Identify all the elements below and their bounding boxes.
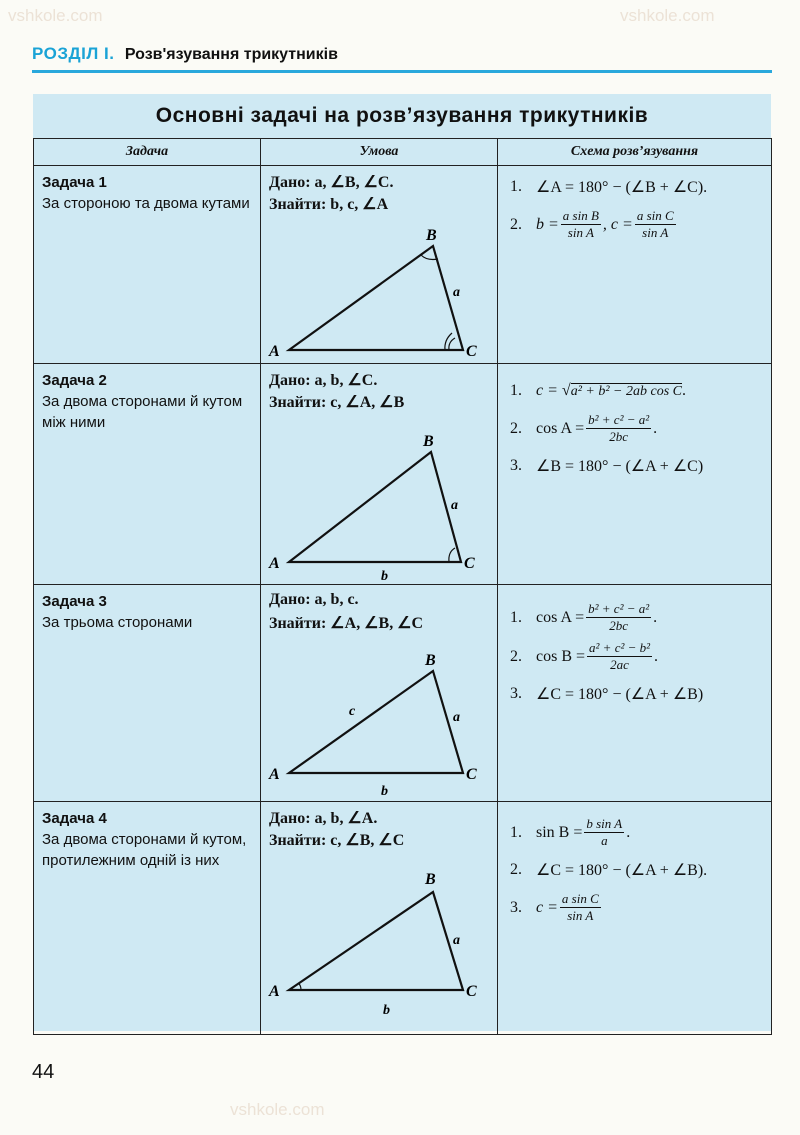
radicand: a² + b² − 2ab cos C [570, 383, 682, 399]
find-text: Знайти: c, ∠A, ∠B [269, 394, 405, 411]
solution-step: 2. cos B = $\frac{\text{a² + c² − b²}}{2ac}$ . [510, 640, 659, 672]
panel-title: Основні задачі на розв’язування трикутників [155, 104, 649, 127]
column-header-solution: Схема розв’язування [498, 139, 772, 166]
triangle-diagram [261, 585, 498, 801]
side-label-b: b [383, 1003, 390, 1018]
task-name: Задача 3 [42, 593, 107, 610]
task-description: За двома сторонами й кутом між ними [42, 393, 243, 431]
fraction: $\frac{\text{a sin C}}{\text{sin A}}$ [636, 208, 674, 240]
condition-cell [261, 802, 498, 1035]
task-cell [34, 802, 261, 1035]
fraction: $\frac{\text{a² + c² − b²}}{2ac}$ [589, 640, 651, 672]
vertex-label-b: B [425, 652, 436, 669]
solution-step: 3. ∠C = 180° − (∠A + ∠B) [510, 685, 704, 703]
solution-step: 2. b = $\frac{\text{a sin B}}{\text{sin A}}$ , c = $\frac{\text{a sin C}}{\text{sin A}}$ [510, 208, 674, 240]
given-text: Дано: a, b, ∠A. [269, 810, 378, 827]
task-cell [34, 585, 261, 802]
solution-step: 1. cos A = $\frac{\text{b² + c² − a²}}{2bc}$ . [510, 601, 658, 633]
task-description: За трьома сторонами [42, 614, 193, 631]
solution-cell [498, 166, 772, 364]
solution-step: 1. ∠A = 180° − (∠B + ∠C). [510, 178, 708, 196]
table-row [34, 166, 772, 364]
table-header-row [34, 139, 772, 166]
solution-step: 2. cos A = $\frac{\text{b² + c² − a²}}{2bc}$ . [510, 412, 658, 444]
side-label-a: a [453, 710, 460, 725]
header-rule [32, 70, 772, 73]
fraction: $\frac{\text{a sin B}}{\text{sin A}}$ [562, 208, 599, 240]
watermark: vshkole.com [620, 6, 715, 25]
solution-step: 2. ∠C = 180° − (∠A + ∠B). [510, 861, 708, 879]
triangle-diagram [261, 166, 498, 363]
triangle-diagram [261, 364, 498, 584]
vertex-label-a: A [269, 983, 280, 1000]
condition-cell [261, 364, 498, 585]
solution-cell [498, 585, 772, 802]
task-description: За стороною та двома кутами [42, 195, 250, 212]
fraction: $\frac{\text{a sin C}}{\text{sin A}}$ [561, 891, 599, 923]
side-label-b: b [381, 569, 388, 584]
vertex-label-a: A [269, 766, 280, 783]
solution-step: 1. c = √ a² + b² − 2ab cos C . [510, 382, 686, 399]
vertex-label-a: A [269, 555, 280, 572]
section-label: РОЗДІЛ І. [32, 44, 115, 63]
fraction: $\frac{\text{b sin A}}{a}$ [586, 816, 623, 848]
solution-step: 3. c = $\frac{\text{a sin C}}{\text{sin A}}$ [510, 891, 599, 923]
column-header-condition: Умова [261, 139, 498, 166]
task-cell [34, 166, 261, 364]
vertex-label-c: C [466, 343, 477, 360]
side-label-a: a [451, 498, 458, 513]
vertex-label-b: B [423, 433, 434, 450]
table-row [34, 364, 772, 585]
chapter-header [32, 44, 772, 70]
condition-cell [261, 166, 498, 364]
tasks-panel [33, 94, 771, 1031]
task-name: Задача 1 [42, 174, 107, 191]
task-description: За двома сторонами й кутом, протилежним одній із них [42, 831, 247, 869]
vertex-label-c: C [466, 766, 477, 783]
fraction: $\frac{\text{b² + c² − a²}}{2bc}$ [588, 412, 650, 444]
find-text: Знайти: ∠A, ∠B, ∠C [269, 615, 424, 632]
page-number: 44 [32, 1061, 55, 1083]
column-header-task: Задача [34, 139, 261, 166]
vertex-label-b: B [426, 227, 437, 244]
given-text: Дано: a, ∠B, ∠C. [269, 174, 394, 191]
task-name: Задача 4 [42, 810, 107, 827]
triangle-diagram [261, 802, 498, 1034]
table-row [34, 802, 772, 1035]
find-text: Знайти: c, ∠B, ∠C [269, 832, 405, 849]
tasks-table [33, 138, 772, 1035]
find-text: Знайти: b, c, ∠A [269, 196, 389, 213]
solution-cell [498, 364, 772, 585]
vertex-label-c: C [466, 983, 477, 1000]
table-row [34, 585, 772, 802]
vertex-label-a: A [269, 343, 280, 360]
task-name: Задача 2 [42, 372, 107, 389]
task-cell [34, 364, 261, 585]
side-label-a: a [453, 933, 460, 948]
solution-cell [498, 802, 772, 1035]
condition-cell [261, 585, 498, 802]
solution-step: 3. ∠B = 180° − (∠A + ∠C) [510, 457, 704, 475]
given-text: Дано: a, b, ∠C. [269, 372, 378, 389]
vertex-label-b: B [425, 871, 436, 888]
side-label-b: b [381, 784, 388, 799]
vertex-label-c: C [464, 555, 475, 572]
side-label-c: c [349, 704, 356, 719]
side-label-a: a [453, 285, 460, 300]
section-title: Розв'язування трикутників [124, 46, 338, 63]
watermark: vshkole.com [230, 1100, 325, 1119]
fraction: $\frac{\text{b² + c² − a²}}{2bc}$ [588, 601, 650, 633]
solution-step: 1. sin B = $\frac{\text{b sin A}}{a}$ . [510, 816, 631, 848]
given-text: Дано: a, b, c. [269, 591, 359, 608]
watermark: vshkole.com [8, 6, 103, 25]
